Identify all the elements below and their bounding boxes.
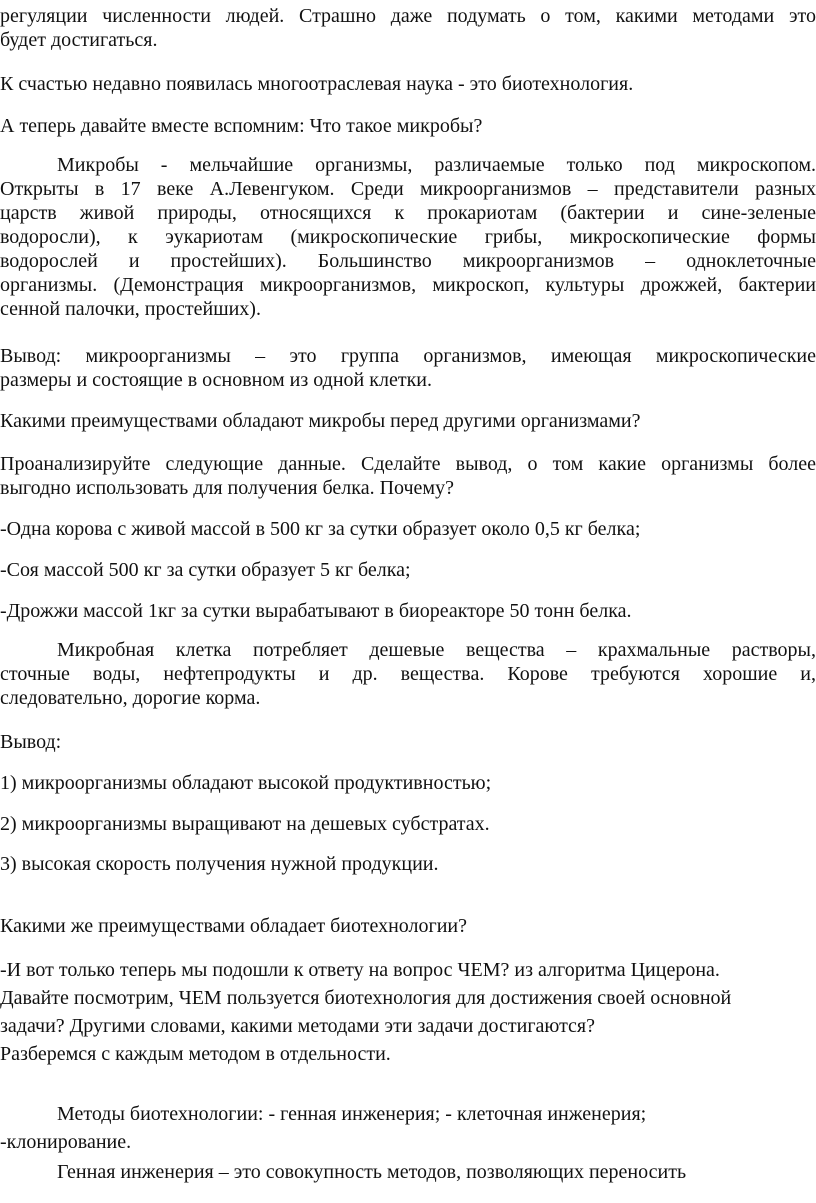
paragraph-line: Методы биотехнологии: - генная инженерия; - клеточная инженерия; [57,1103,647,1125]
list-item: 2) микроорганизмы выращивают на дешевых субстратах. [0,813,490,835]
paragraph-line: Вывод: [0,731,62,753]
paragraph-line: Какими же преимуществами обладает биотехнологии? [0,915,467,937]
paragraph-line: К счастью недавно появилась многоотраслевая наука - это биотехнология. [0,73,634,95]
paragraph-line: Проанализируйте следующие данные. Сделайте вывод, о том какие организмы более [0,453,816,475]
paragraph-line: задачи? Другими словами, какими методами эти задачи достигаются? [0,1015,596,1037]
paragraph-line: Разберемся с каждым методом в отдельности. [0,1043,391,1065]
paragraph-line: регуляции численности людей. Страшно даже подумать о том, какими методами это [0,5,816,27]
paragraph-line: сточные воды, нефтепродукты и др. вещества. Корове требуются хорошие и, [0,663,816,685]
paragraph-line: Микробная клетка потребляет дешевые вещества – крахмальные растворы, [57,639,816,661]
paragraph-line: царств живой природы, относящихся к прокариотам (бактерии и сине-зеленые [0,202,816,224]
paragraph-line: водоросли), к эукариотам (микроскопические грибы, микроскопические формы [0,226,816,248]
paragraph-line: -Дрожжи массой 1кг за сутки вырабатывают в биореакторе 50 тонн белка. [0,600,632,622]
paragraph-line: -И вот только теперь мы подошли к ответу на вопрос ЧЕМ? из алгоритма Цицерона. [0,959,720,981]
list-item: 3) высокая скорость получения нужной продукции. [0,853,439,875]
paragraph-line: Какими преимуществами обладают микробы перед другими организмами? [0,410,641,432]
paragraph-line: -клонирование. [0,1131,132,1153]
paragraph-line: организмы. (Демонстрация микроорганизмов, микроскоп, культуры дрожжей, бактерии [0,274,816,296]
paragraph-line: выгодно использовать для получения белка. Почему? [0,477,454,499]
paragraph-line: Давайте посмотрим, ЧЕМ пользуется биотехнология для достижения своей основной [0,987,732,1009]
paragraph-line: -Соя массой 500 кг за сутки образует 5 кг белка; [0,559,411,581]
list-item: 1) микроорганизмы обладают высокой продуктивностью; [0,772,492,794]
paragraph-line: водорослей и простейших). Большинство микроорганизмов – одноклеточные [0,250,816,272]
paragraph-line: сенной палочки, простейших). [0,298,261,320]
paragraph-line: Генная инженерия – это совокупность методов, позволяющих переносить [57,1161,687,1183]
paragraph-line: -Одна корова с живой массой в 500 кг за сутки образует около 0,5 кг белка; [0,518,641,540]
paragraph-line: размеры и состоящие в основном из одной клетки. [0,369,432,391]
paragraph-line: Открыты в 17 веке А.Левенгуком. Среди микроорганизмов – представители разных [0,178,816,200]
paragraph-line: будет достигаться. [0,29,158,51]
paragraph-line: следовательно, дорогие корма. [0,687,261,709]
paragraph-line: Вывод: микроорганизмы – это группа организмов, имеющая микроскопические [0,345,816,367]
paragraph-line: А теперь давайте вместе вспомним: Что такое микробы? [0,115,483,137]
paragraph-line: Микробы - мельчайшие организмы, различаемые только под микроскопом. [57,154,816,176]
